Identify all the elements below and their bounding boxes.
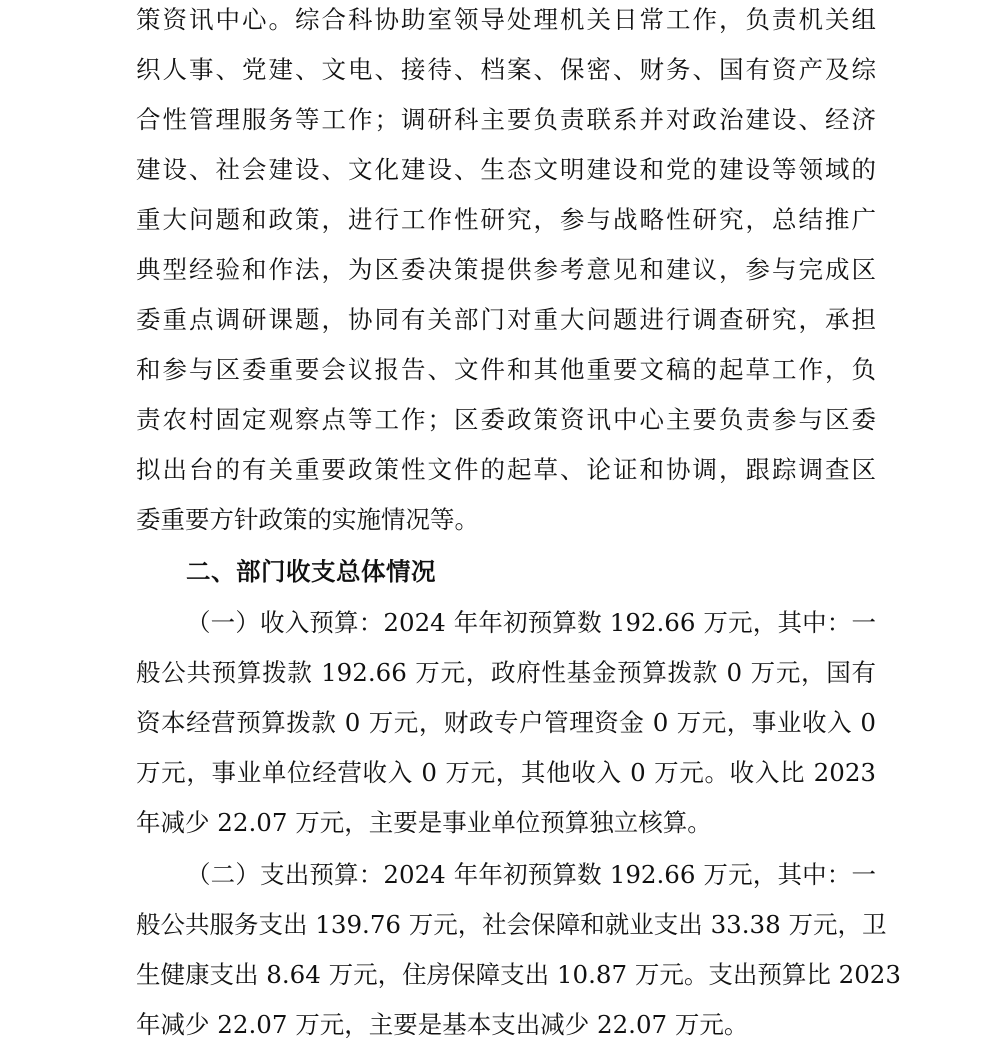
section-heading: 二、部门收支总体情况: [186, 557, 436, 586]
paragraph-1-line-7: 委重点调研课题，协同有关部门对重大问题进行调查研究，承担: [136, 305, 876, 334]
paragraph-3-line-2: 般公共服务支出 139.76 万元，社会保障和就业支出 33.38 万元，卫: [136, 910, 887, 939]
paragraph-1-line-2: 织人事、党建、文电、接待、档案、保密、财务、国有资产及综: [136, 55, 876, 84]
paragraph-1-line-9: 责农村固定观察点等工作；区委政策资讯中心主要负责参与区委: [136, 405, 876, 434]
paragraph-1-line-11: 委重要方针政策的实施情况等。: [136, 505, 479, 534]
paragraph-1-line-4: 建设、社会建设、文化建设、生态文明建设和党的建设等领域的: [136, 155, 876, 184]
paragraph-1-line-10: 拟出台的有关重要政策性文件的起草、论证和协调，跟踪调查区: [136, 455, 876, 484]
paragraph-1-line-5: 重大问题和政策，进行工作性研究，参与战略性研究，总结推广: [136, 205, 876, 234]
paragraph-2-line-1: （一）收入预算：2024 年年初预算数 192.66 万元，其中：一: [186, 608, 876, 637]
paragraph-1-line-8: 和参与区委重要会议报告、文件和其他重要文稿的起草工作，负: [136, 355, 876, 384]
paragraph-1-line-1: 策资讯中心。综合科协助室领导处理机关日常工作，负责机关组: [136, 5, 876, 34]
paragraph-1-line-6: 典型经验和作法，为区委决策提供参考意见和建议，参与完成区: [136, 255, 876, 284]
paragraph-3-line-3: 生健康支出 8.64 万元，住房保障支出 10.87 万元。支出预算比 2023: [136, 960, 901, 989]
paragraph-2-line-3: 资本经营预算拨款 0 万元，财政专户管理资金 0 万元，事业收入 0: [136, 708, 876, 737]
paragraph-1-line-3: 合性管理服务等工作；调研科主要负责联系并对政治建设、经济: [136, 105, 876, 134]
paragraph-2-line-5: 年减少 22.07 万元，主要是事业单位预算独立核算。: [136, 808, 712, 837]
paragraph-3-line-1: （二）支出预算：2024 年年初预算数 192.66 万元，其中：一: [186, 860, 876, 889]
paragraph-2-line-2: 般公共预算拨款 192.66 万元，政府性基金预算拨款 0 万元，国有: [136, 658, 876, 687]
paragraph-3-line-4: 年减少 22.07 万元，主要是基本支出减少 22.07 万元。: [136, 1010, 749, 1039]
paragraph-2-line-4: 万元，事业单位经营收入 0 万元，其他收入 0 万元。收入比 2023: [136, 758, 876, 787]
